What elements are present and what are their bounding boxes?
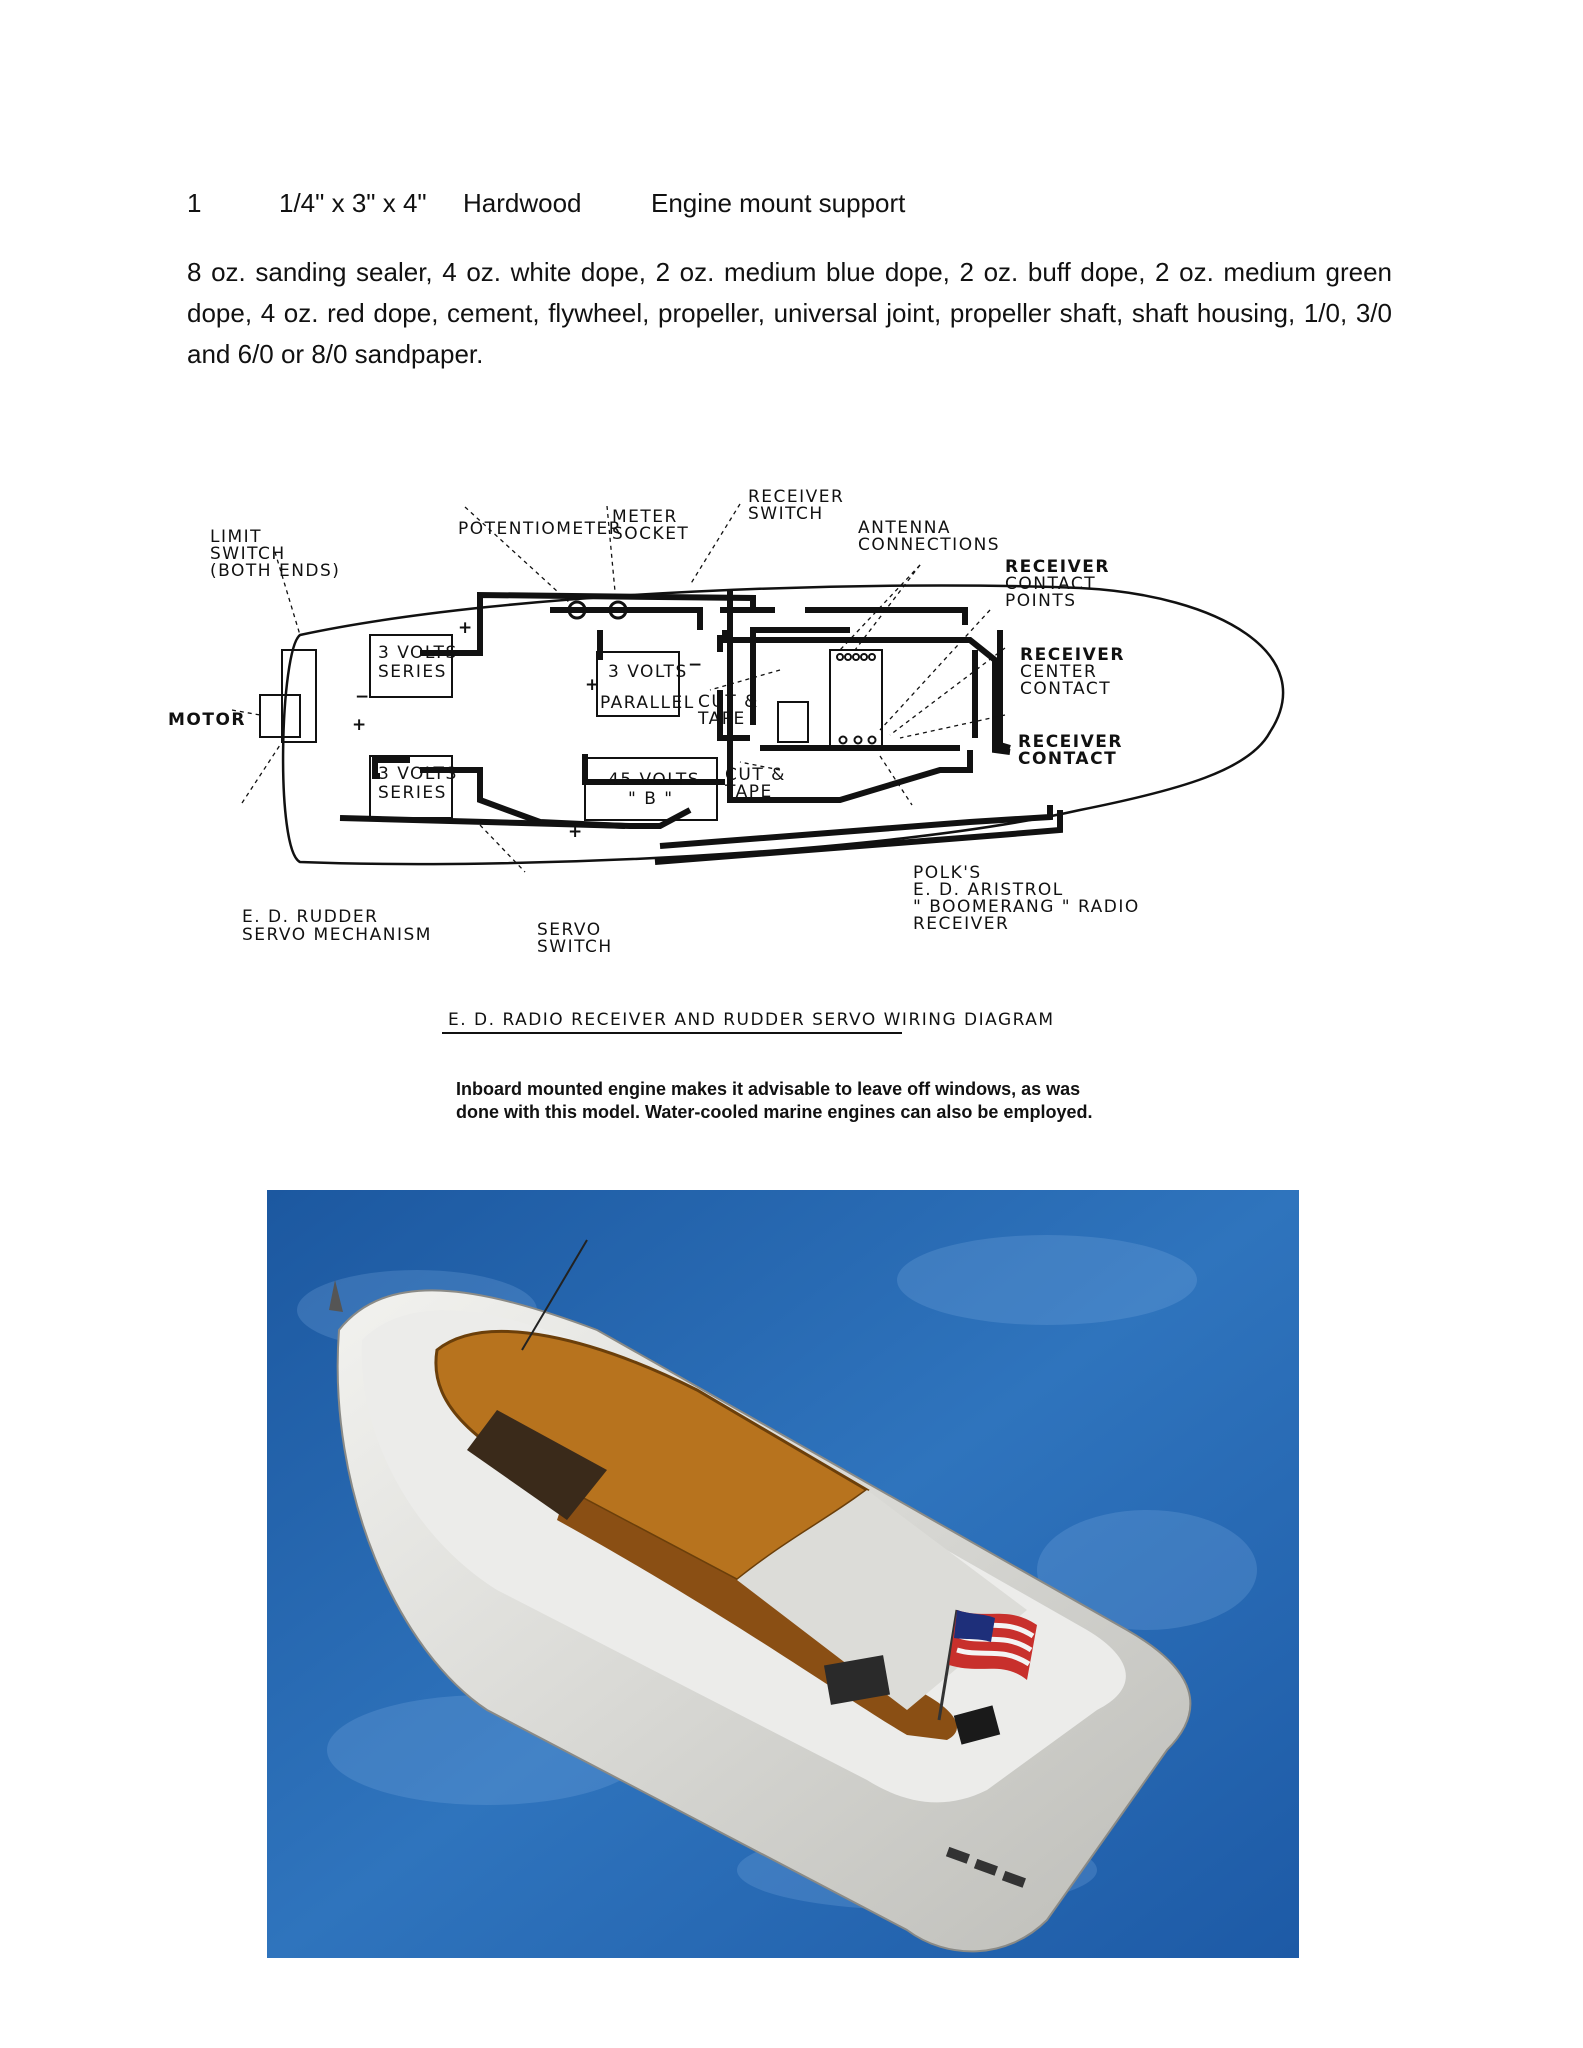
label-plus-2: + — [352, 715, 368, 735]
receiver-box — [830, 650, 882, 750]
label-minus-1: − — [355, 687, 371, 707]
diagram-title: E. D. RADIO RECEIVER AND RUDDER SERVO WIRING DIAGRAM — [448, 1010, 1055, 1030]
label-cut-tape-a-1: CUT & — [698, 692, 759, 712]
label-45v-1: 45 VOLTS — [608, 770, 701, 790]
label-rcv-contact-points-2: CONTACT — [1005, 574, 1097, 594]
label-plus-4: + — [568, 822, 584, 842]
label-polks-4: RECEIVER — [913, 914, 1010, 934]
label-servo-switch-1: SERVO — [537, 920, 602, 940]
photo-caption: Inboard mounted engine makes it advisable to leave off windows, as was done with this model. Water-cooled marine engines can also be employed. — [456, 1079, 1093, 1122]
parts-size: 1/4" x 3" x 4" — [279, 188, 427, 218]
motor-box — [260, 695, 300, 737]
label-cut-tape-a-2: TAPE — [698, 709, 746, 729]
label-polks-1: POLK'S — [913, 863, 982, 883]
label-3v-parallel-1: 3 VOLTS — [608, 662, 688, 682]
label-cut-tape-b-2: TAPE — [725, 782, 773, 802]
label-motor: MOTOR — [168, 710, 247, 730]
label-minus-2: − — [462, 812, 478, 832]
label-3v-series-bottom-1: 3 VOLTS — [378, 764, 458, 784]
label-meter-socket-2: SOCKET — [612, 524, 690, 544]
parts-material: Hardwood — [463, 188, 582, 218]
label-servo-switch-2: SWITCH — [537, 937, 613, 957]
label-limit-switch-3: (BOTH ENDS) — [210, 561, 341, 581]
label-potentiometer: POTENTIOMETER — [458, 519, 623, 539]
parts-qty: 1 — [187, 188, 202, 218]
label-antenna-1: ANTENNA — [858, 518, 952, 538]
label-rcv-contact-1: RECEIVER — [1018, 732, 1123, 752]
label-rcv-contact-2: CONTACT — [1018, 749, 1118, 769]
label-receiver-switch-1: RECEIVER — [748, 487, 845, 507]
label-polks-3: " BOOMERANG " RADIO — [913, 897, 1140, 917]
wiring-diagram — [168, 470, 1420, 1090]
label-meter-socket-1: METER — [612, 507, 678, 527]
label-cut-tape-b-1: CUT & — [725, 765, 786, 785]
label-minus-3: − — [688, 655, 704, 675]
label-limit-switch-1: LIMIT — [210, 527, 263, 547]
label-45v-2: " B " — [628, 789, 674, 809]
parts-use: Engine mount support — [651, 188, 906, 218]
relay-box — [778, 702, 808, 742]
label-rudder-servo-1: E. D. RUDDER — [242, 907, 379, 927]
label-3v-series-bottom-2: SERIES — [378, 783, 447, 803]
label-3v-series-top-2: SERIES — [378, 662, 447, 682]
boat-photo — [267, 1190, 1299, 1958]
label-plus-1: + — [458, 618, 474, 638]
label-limit-switch-2: SWITCH — [210, 544, 286, 564]
label-rudder-servo-2: SERVO MECHANISM — [242, 925, 432, 945]
label-3v-parallel-2: PARALLEL — [600, 693, 695, 713]
label-polks-2: E. D. ARISTROL — [913, 880, 1064, 900]
materials-paragraph: 8 oz. sanding sealer, 4 oz. white dope, 2 oz. medium blue dope, 2 oz. buff dope, 2 oz. medium green dope, 4 oz. red dope, cement, flywheel, propeller, universal joint, propeller shaft, shaft housing, 1/0, 3/0 and 6/0 or 8/0 sandpaper. — [187, 257, 1392, 369]
label-rcv-center-2: CENTER — [1020, 662, 1098, 682]
label-rcv-contact-points-1: RECEIVER — [1005, 557, 1110, 577]
label-rcv-center-3: CONTACT — [1020, 679, 1112, 699]
label-antenna-2: CONNECTIONS — [858, 535, 1001, 555]
label-rcv-contact-points-3: POINTS — [1005, 591, 1077, 611]
label-plus-3: + — [585, 675, 601, 695]
label-3v-series-top-1: 3 VOLTS — [378, 643, 458, 663]
label-receiver-switch-2: SWITCH — [748, 504, 824, 524]
label-rcv-center-1: RECEIVER — [1020, 645, 1125, 665]
